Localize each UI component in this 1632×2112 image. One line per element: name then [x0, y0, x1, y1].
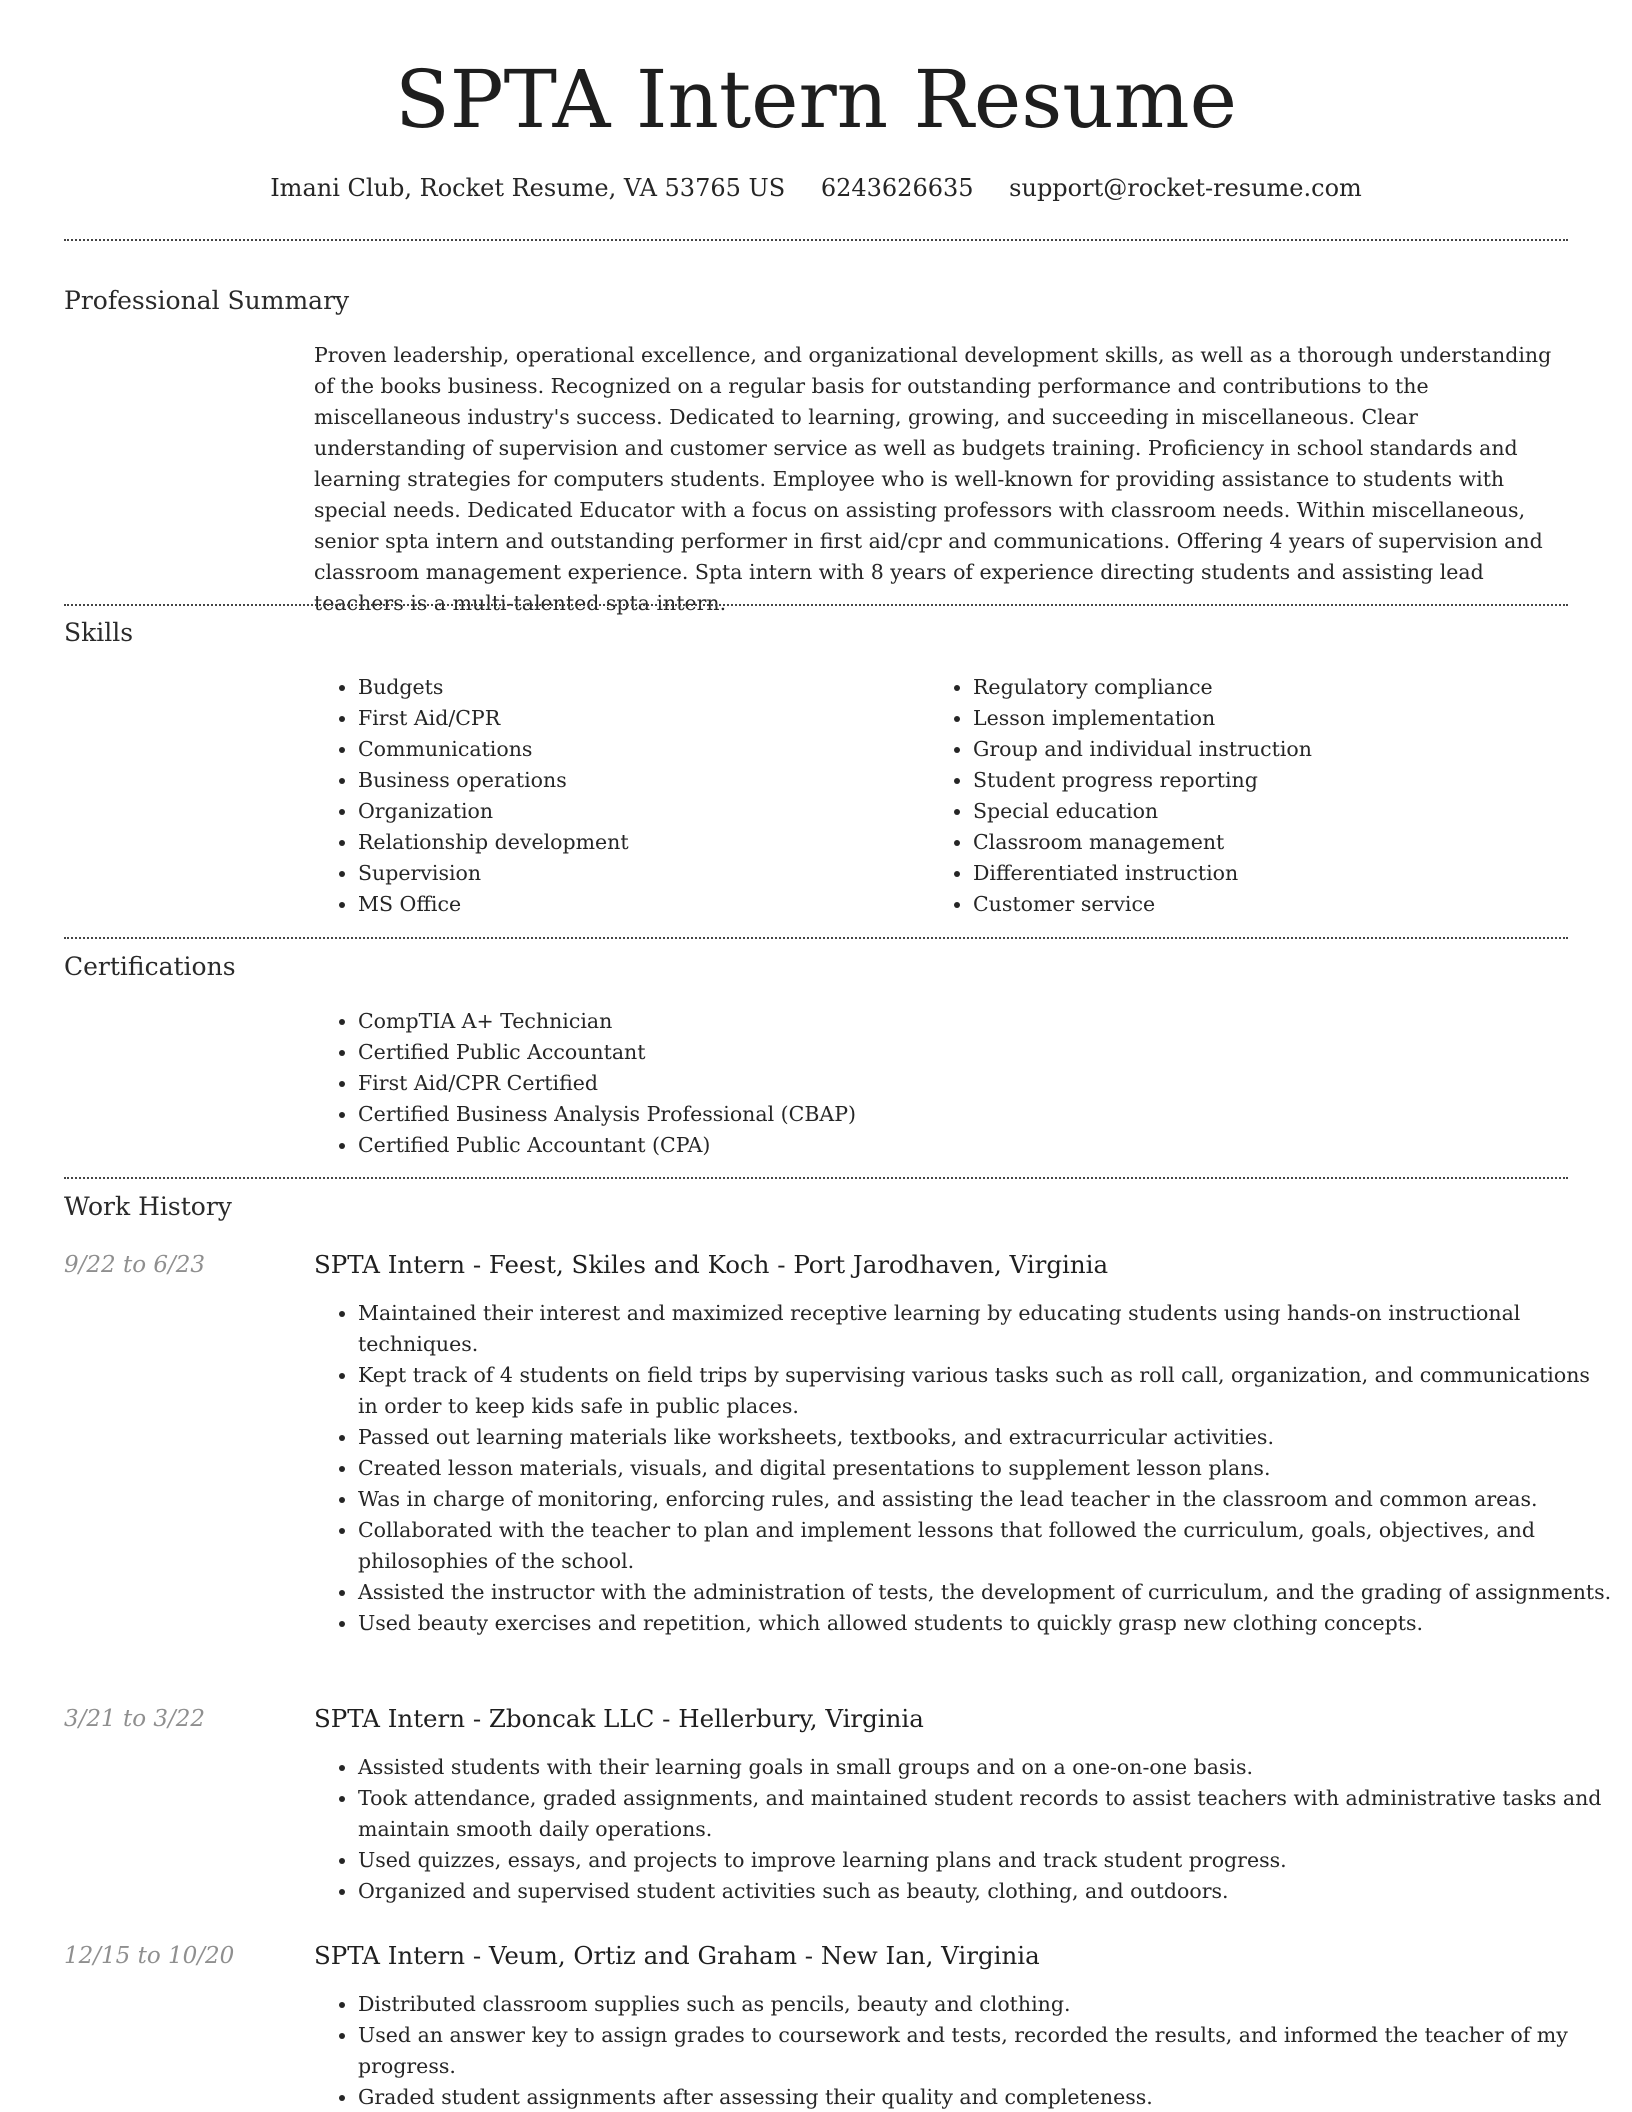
skill-item: • Regulatory compliance [973, 672, 1573, 703]
skill-item: • Group and individual instruction [973, 734, 1573, 765]
skill-item: • Business operations [358, 765, 918, 796]
job-bullet: • Maintained their interest and maximized receptive learning by educating students using hands-on instructional techniques. [358, 1298, 1612, 1360]
certification-item: • First Aid/CPR Certified [358, 1068, 1558, 1099]
job-bullet: • Used beauty exercises and repetition, which allowed students to quickly grasp new clothing concepts. [358, 1608, 1612, 1639]
skills-list-right [929, 672, 1573, 920]
skills-list-left [314, 672, 918, 920]
section-divider [64, 1177, 1568, 1179]
contact-line [0, 170, 1632, 206]
skill-item: • Communications [358, 734, 918, 765]
contact-phone: 6243626635 [820, 174, 974, 202]
skill-item: • MS Office [358, 889, 918, 920]
job-bullet: • Took attendance, graded assignments, and maintained student records to assist teachers with administrative tasks and maintain smooth daily operations. [358, 1783, 1612, 1845]
resume-title: SPTA Intern Resume [395, 53, 1237, 146]
job-bullet: • Kept track of 4 students on field trips by supervising various tasks such as roll call, organization, and communications in order to keep kids safe in public places. [358, 1360, 1612, 1422]
job-dates: 9/22 to 6/23 [64, 1252, 206, 1278]
job-bullet: • Graded student assignments after assessing their quality and completeness. [358, 2082, 1612, 2112]
certification-item: • Certified Business Analysis Professional (CBAP) [358, 1099, 1558, 1130]
skill-item: • Customer service [973, 889, 1573, 920]
section-divider [64, 604, 1568, 606]
job-bullet: • Used an answer key to assign grades to coursework and tests, recorded the results, and informed the teacher of my progress. [358, 2020, 1612, 2082]
skill-item: • Differentiated instruction [973, 858, 1573, 889]
summary-text: Proven leadership, operational excellence, and organizational development skills, as well as a thorough understanding of the books business. Recognized on a regular basis for outstanding performance and contributions to the miscellaneous industry's success. Dedicated to learning, growing, and succeeding in miscellaneous. Clear understanding of supervision and customer service as well as budgets training. Proficiency in school standards and learning strategies for computers students. Employee who is well-known for providing assistance to students with special needs. Dedicated Educator with a focus on assisting professors with classroom needs. Within miscellaneous, senior spta intern and outstanding performer in first aid/cpr and communications. Offering 4 years of supervision and classroom management experience. Spta intern with 8 years of experience directing students and assisting lead teachers is a multi-talented spta intern. [314, 343, 1552, 615]
job-bullet: • Was in charge of monitoring, enforcing rules, and assisting the lead teacher in the classroom and common areas. [358, 1484, 1612, 1515]
job-title: SPTA Intern - Feest, Skiles and Koch - Port Jarodhaven, Virginia [314, 1250, 1109, 1279]
certification-item: • CompTIA A+ Technician [358, 1006, 1558, 1037]
job-bullet: • Passed out learning materials like worksheets, textbooks, and extracurricular activities. [358, 1422, 1612, 1453]
skill-item: • Supervision [358, 858, 918, 889]
skill-item: • Lesson implementation [973, 703, 1573, 734]
job-title: SPTA Intern - Zboncak LLC - Hellerbury, Virginia [314, 1704, 924, 1733]
section-divider [64, 239, 1568, 241]
section-divider [64, 937, 1568, 939]
skill-item: • Special education [973, 796, 1573, 827]
summary-heading: Professional Summary [64, 286, 350, 315]
job-dates: 12/15 to 10/20 [64, 1943, 235, 1969]
certification-item: • Certified Public Accountant [358, 1037, 1558, 1068]
job-dates: 3/21 to 3/22 [64, 1706, 206, 1732]
job-bullet: • Assisted students with their learning goals in small groups and on a one-on-one basis. [358, 1752, 1612, 1783]
job-bullets [314, 1752, 1612, 1907]
job-bullets [314, 1989, 1612, 2112]
skill-item: • Relationship development [358, 827, 918, 858]
job-bullets [314, 1298, 1612, 1639]
certifications-heading: Certifications [64, 952, 236, 981]
job-bullet: • Collaborated with the teacher to plan and implement lessons that followed the curriculum, goals, objectives, and philosophies of the school. [358, 1515, 1612, 1577]
skills-heading: Skills [64, 618, 134, 647]
job-bullet: • Used quizzes, essays, and projects to improve learning plans and track student progress. [358, 1845, 1612, 1876]
skill-item: • Organization [358, 796, 918, 827]
certification-item: • Certified Public Accountant (CPA) [358, 1130, 1558, 1161]
skill-item: • Budgets [358, 672, 918, 703]
job-bullet: • Organized and supervised student activities such as beauty, clothing, and outdoors. [358, 1876, 1612, 1907]
skill-item: • Classroom management [973, 827, 1573, 858]
job-bullet: • Assisted the instructor with the administration of tests, the development of curriculum, and the grading of assignments. [358, 1577, 1612, 1608]
job-title: SPTA Intern - Veum, Ortiz and Graham - New Ian, Virginia [314, 1941, 1040, 1970]
work-history-heading: Work History [64, 1192, 232, 1221]
skill-item: • Student progress reporting [973, 765, 1573, 796]
job-bullet: • Distributed classroom supplies such as pencils, beauty and clothing. [358, 1989, 1612, 2020]
contact-email: support@rocket-resume.com [1009, 174, 1362, 202]
job-bullet: • Created lesson materials, visuals, and digital presentations to supplement lesson plans. [358, 1453, 1612, 1484]
skill-item: • First Aid/CPR [358, 703, 918, 734]
contact-address: Imani Club, Rocket Resume, VA 53765 US [270, 174, 786, 202]
certifications-list [314, 1006, 1558, 1161]
